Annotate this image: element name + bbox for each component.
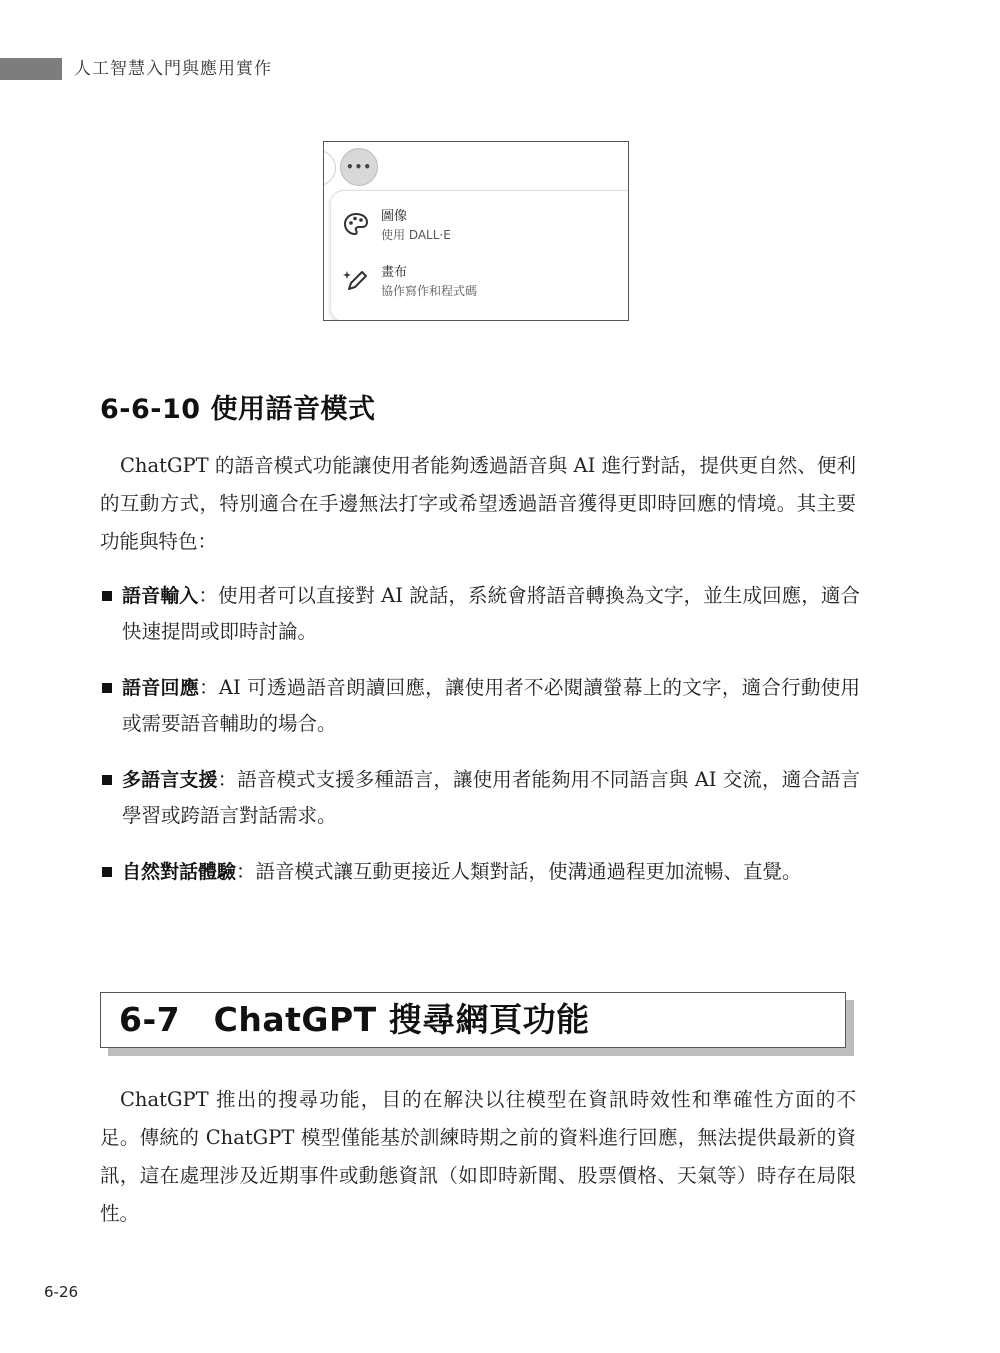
palette-icon [341,209,371,239]
list-item [100,854,860,890]
header-bar [0,58,62,80]
menu-item-subtitle: 使用 DALL·E [381,228,451,242]
section-heading-6-7: 6-7 ChatGPT 搜尋網頁功能 [119,1000,590,1039]
bullet-text: ：語音模式支援多種語言，讓使用者能夠用不同語言與 AI 交流，適合語言學習或跨語言對話需求。 [122,768,860,827]
input-pill-edge [323,150,336,186]
menu-item-canvas[interactable] [341,265,477,299]
more-options-button[interactable]: ••• [340,148,378,186]
bullet-term: 語音回應 [122,677,200,699]
menu-item-subtitle: 協作寫作和程式碼 [381,284,478,298]
section-heading-box [100,992,846,1048]
chatgpt-tools-screenshot [323,141,629,321]
list-item [100,578,860,650]
bullet-square-icon [102,591,112,601]
bullet-term: 語音輸入 [122,585,199,607]
book-title: 人工智慧入門與應用實作 [74,59,272,79]
menu-item-title: 圖像 [381,209,408,224]
page-number: 6-26 [44,1283,79,1301]
intro-text: ChatGPT 的語音模式功能讓使用者能夠透過語音與 AI 進行對話，提供更自然、便利的互動方式，特別適合在手邊無法打字或希望透過語音獲得更即時回應的情境。其主要功能與特色： [100,454,856,553]
list-item [100,762,860,834]
list-item [100,670,860,742]
section-heading-6-6-10: 6-6-10 使用語音模式 [100,394,376,425]
bullet-text: ：語音模式讓互動更接近人類對話，使溝通過程更加流暢、直覺。 [236,860,802,883]
bullet-text: ：AI 可透過語音朗讀回應，讓使用者不必閱讀螢幕上的文字，適合行動使用或需要語音輔助的場合。 [122,676,860,735]
bullet-term: 多語言支援 [122,769,218,791]
search-paragraph [100,1081,856,1233]
search-text: ChatGPT 推出的搜尋功能，目的在解決以往模型在資訊時效性和準確性方面的不足。傳統的 ChatGPT 模型僅能基於訓練時期之前的資料進行回應，無法提供最新的資訊，這在處理涉及近期事件或動態資訊（如即時新聞、股票價格、天氣等）時存在局限性。 [100,1088,856,1225]
bullet-term: 自然對話體驗 [122,861,237,883]
pencil-sparkle-icon [341,265,371,295]
intro-paragraph [100,447,856,561]
bullet-square-icon [102,867,112,877]
bullet-square-icon [102,775,112,785]
tools-menu [330,190,629,321]
menu-item-image[interactable] [341,209,451,243]
bullet-text: ：使用者可以直接對 AI 說話，系統會將語音轉換為文字，並生成回應，適合快速提問或即時討論。 [122,584,860,643]
feature-list [100,578,860,910]
bullet-square-icon [102,683,112,693]
menu-item-title: 畫布 [381,265,408,280]
